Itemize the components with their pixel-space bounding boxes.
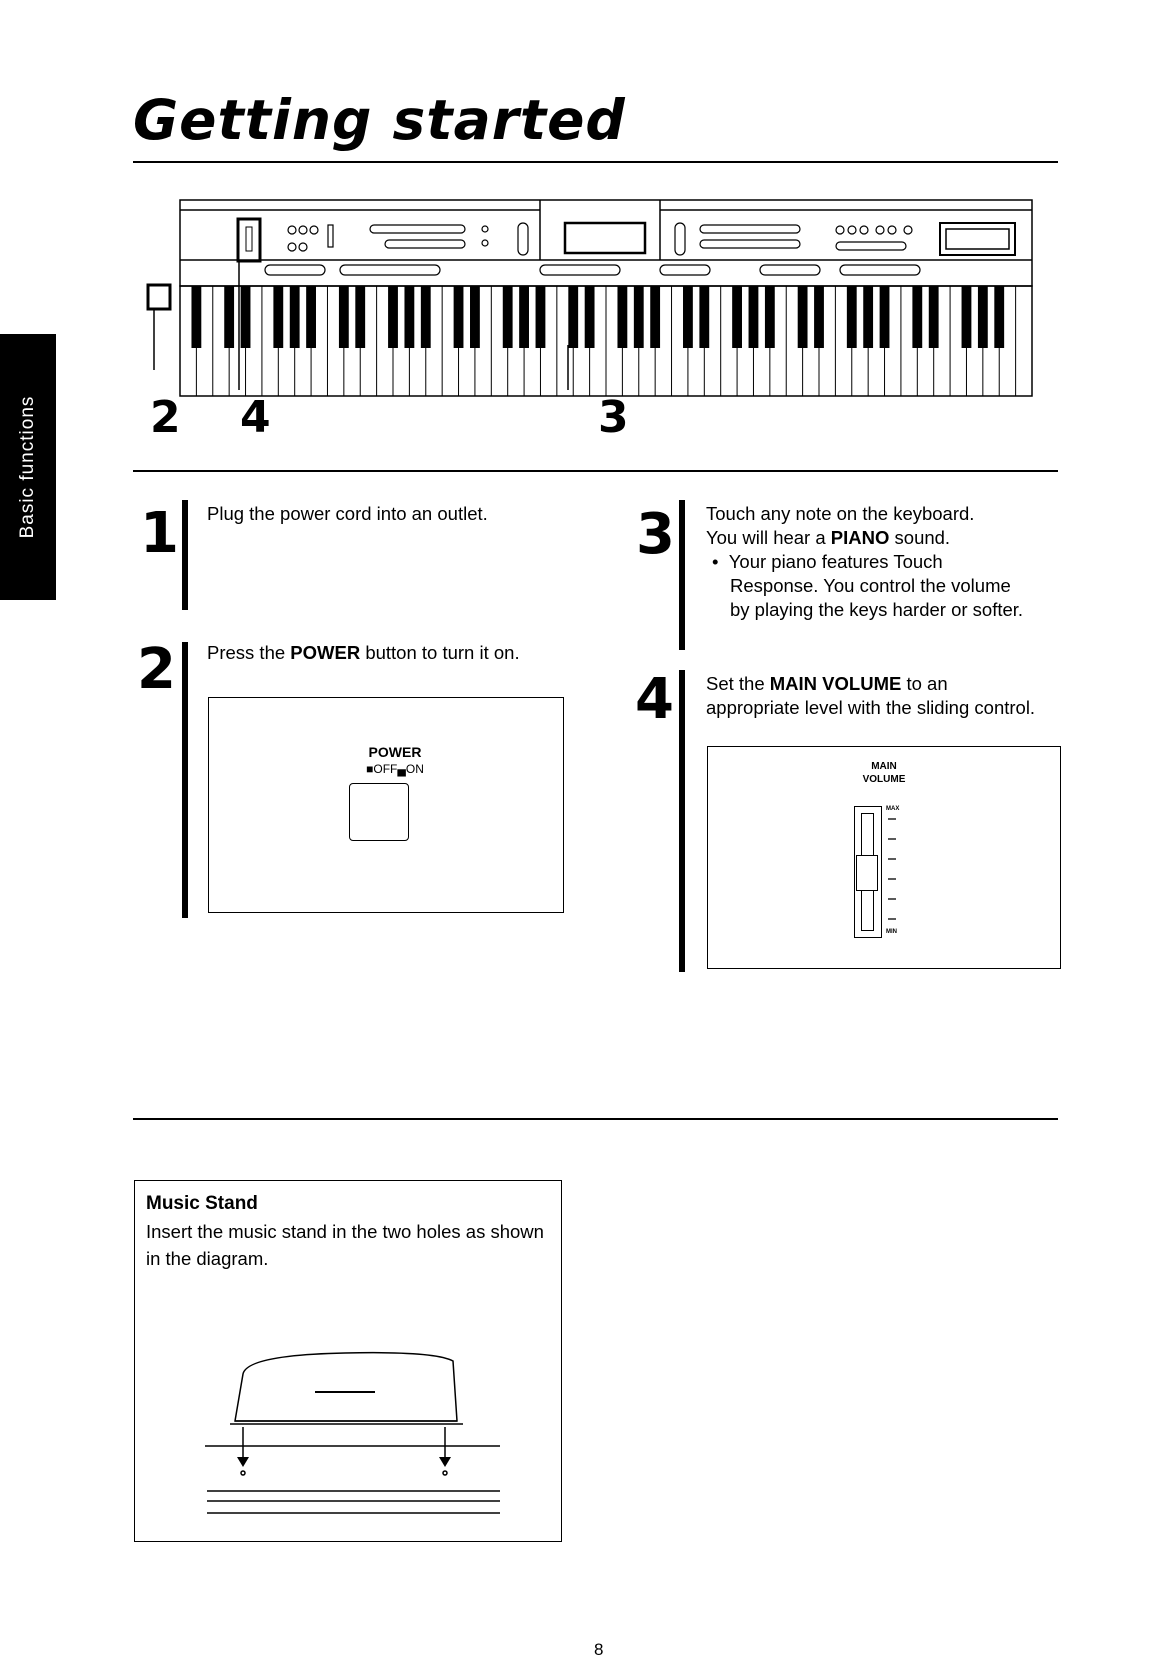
black-key (962, 286, 972, 348)
black-key (306, 286, 316, 348)
black-key (273, 286, 283, 348)
volume-label-line-1: MAIN (871, 761, 897, 772)
volume-slider-handle[interactable] (856, 855, 878, 891)
black-key (503, 286, 513, 348)
black-key (847, 286, 857, 348)
black-key (388, 286, 398, 348)
black-key (241, 286, 251, 348)
black-key (519, 286, 529, 348)
power-keyword: POWER (290, 642, 361, 663)
callout-4: 4 (240, 392, 271, 443)
black-key (470, 286, 480, 348)
step-1-bar (182, 500, 188, 610)
main-volume-keyword: MAIN VOLUME (769, 673, 902, 694)
black-key (224, 286, 234, 348)
step-1-number: 1 (140, 501, 179, 566)
step-4-number: 4 (635, 667, 674, 732)
music-stand-heading: Music Stand (146, 1193, 258, 1214)
side-tab-label: Basic functions (17, 395, 38, 539)
black-key (749, 286, 759, 348)
black-key (191, 286, 201, 348)
black-key (880, 286, 890, 348)
volume-panel (707, 746, 1061, 969)
black-key (421, 286, 431, 348)
diagram-rule (133, 470, 1058, 472)
black-key (994, 286, 1004, 348)
black-key (568, 286, 578, 348)
step-3-bar (679, 500, 685, 650)
black-key (585, 286, 595, 348)
power-label: POWER (368, 744, 422, 760)
keyboard-diagram (140, 195, 1040, 445)
black-key (339, 286, 349, 348)
black-key (978, 286, 988, 348)
step-3-line-2-after: sound. (889, 527, 951, 548)
black-key (290, 286, 300, 348)
page-title: Getting started (133, 88, 626, 152)
callout-2: 2 (150, 392, 181, 443)
black-key (355, 286, 365, 348)
volume-scale-ticks (886, 817, 900, 927)
power-sub-label: ■OFF▄ON (366, 762, 424, 776)
black-key (929, 286, 939, 348)
black-key (650, 286, 660, 348)
step-3-number: 3 (636, 502, 675, 567)
step-4-text-before: Set the (706, 673, 770, 694)
step-4-text (706, 672, 1036, 720)
section-rule (133, 1118, 1058, 1120)
music-stand-box (134, 1180, 562, 1542)
step-3-bullet: • Your piano features Touch Response. You control the volume by playing the keys harder or softer. (712, 551, 1024, 620)
step-4-text-after: to an appropriate level with the sliding control. (706, 673, 1036, 718)
step-3-text (706, 502, 1046, 622)
step-3-line-1: Touch any note on the keyboard. (706, 503, 975, 524)
callout-3: 3 (598, 392, 629, 443)
step-4-bar (679, 670, 685, 972)
black-key (699, 286, 709, 348)
volume-label-line-2: VOLUME (862, 774, 906, 785)
black-key (798, 286, 808, 348)
black-key (732, 286, 742, 348)
music-stand-illustration (195, 1341, 515, 1541)
volume-max-label: MAX (886, 806, 900, 812)
power-button[interactable] (349, 783, 409, 841)
volume-slider-track (854, 806, 882, 938)
title-rule (133, 161, 1058, 163)
black-key (404, 286, 414, 348)
music-stand-body: Insert the music stand in the two holes as shown in the diagram. (146, 1221, 544, 1269)
step-3-line-2 (706, 526, 1046, 550)
step-3-bullet-text: Your piano features Touch Response. You control the volume by playing the keys harder or softer. (728, 551, 1024, 620)
black-key (765, 286, 775, 348)
step-1-text: Plug the power cord into an outlet. (207, 503, 488, 524)
black-key (683, 286, 693, 348)
black-key (634, 286, 644, 348)
step-2-number: 2 (137, 637, 176, 702)
black-key (617, 286, 627, 348)
side-tab (0, 334, 56, 600)
black-key (863, 286, 873, 348)
step-2-text-before: Press the (207, 642, 291, 663)
black-key (454, 286, 464, 348)
black-key (536, 286, 546, 348)
step-2-bar (182, 642, 188, 918)
volume-min-label: MIN (886, 929, 897, 935)
piano-keyword: PIANO (830, 527, 890, 548)
black-key (814, 286, 824, 348)
power-panel (208, 697, 564, 913)
page-number: 8 (594, 1640, 604, 1659)
step-3-line-2-before: You will hear a (706, 527, 831, 548)
step-2-text (207, 641, 547, 665)
step-2-text-after: button to turn it on. (360, 642, 520, 663)
black-key (912, 286, 922, 348)
